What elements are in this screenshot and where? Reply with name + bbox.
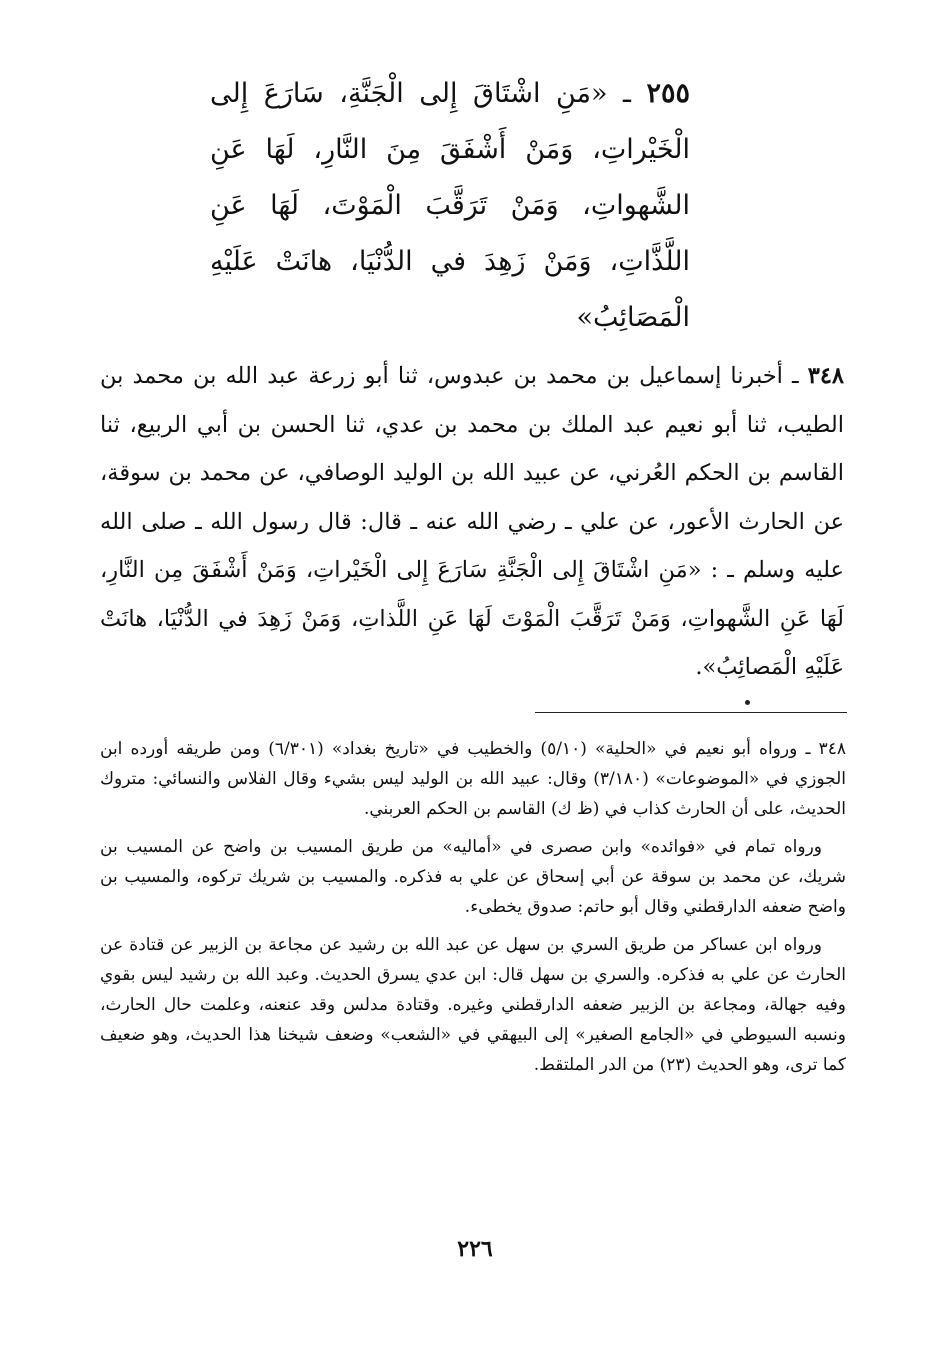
footnote-paragraph: ٣٤٨ ـ ورواه أبو نعيم في «الحلية» (٥/١٠) والخطيب في «تاريخ بغداد» (٦/٣٠١) ومن طريقه أورده ابن الجوزي في «الموضوعات» (٣/١٨٠) وقال: عبيد الله بن الوليد ليس بشيء وقال الفلاس والنسائي: متروك الحديث، على أن الحارث كذاب في (ظ ك) القاسم بن الحكم العربني. [100, 739, 846, 819]
hadith-number: ٢٥٥ [646, 78, 690, 109]
footnote-divider [535, 712, 847, 713]
isnad-number: ٣٤٨ [807, 363, 844, 389]
footnote-paragraph: ورواه ابن عساكر من طريق السري بن سهل عن عبد الله بن رشيد عن مجاعة بن الزبير عن قتادة عن الحارث عن علي به فذكره. والسري بن سهل قال: ابن عدي يسرق الحديث. وعبد الله بن رشيد ليس بقوي وفيه جهالة، ومجاعة بن الزبير ضعفه الدارقطني وغيره. وقتادة مدلس وقد عنعنه، وعلمت حال الحارث، ونسبه السيوطي في «الجامع الصغير» إلى البيهقي في «الشعب» وضعف شيخنا هذا الحديث، وهو ضعيف كما ترى، وهو الحديث (٢٣) من الدر الملتقط. [100, 935, 846, 1075]
hadith-separator: ـ [607, 78, 647, 109]
hadith-text: «مَنِ اشْتَاقَ إِلى الْجَنَّةِ، سَارَعَ إِلى الْخَيْراتِ، وَمَنْ أَشْفَقَ مِنَ النَّارِ، لَهَا عَنِ الشَّهواتِ، وَمَنْ تَرَقَّبَ الْمَوْتَ، لَهَا عَنِ اللَّذَّاتِ، وَمَنْ زَهِدَ في الدُّنْيَا، هانَتْ عَلَيْهِ الْمَصَائِبُ» [210, 78, 690, 333]
hadith-text-block [210, 66, 690, 346]
isnad-text: أخبرنا إسماعيل بن محمد بن عبدوس، ثنا أبو زرعة عبد الله بن محمد بن الطيب، ثنا أبو نعيم عبد الملك بن محمد بن عدي، ثنا الحسن بن أبي الربيع، ثنا القاسم بن الحكم العُرني، عن عبيد الله بن الوليد الوصافي، عن محمد بن سوقة، عن الحارث الأعور، عن علي ـ رضي الله عنه ـ قال: قال رسول الله ـ صلى الله عليه وسلم ـ : «مَنِ اشْتَاقَ إِلى الْجَنَّةِ سَارَعَ إِلى الْخَيْراتِ، وَمَنْ أَشْفَقَ مِن النَّارِ، لَهَا عَنِ الشَّهواتِ، وَمَنْ تَرَقَّبَ الْمَوْتَ لَهَا عَنِ اللَّذاتِ، وَمَنْ زَهِدَ في الدُّنْيَا، هانَتْ عَلَيْهِ الْمَصائِبُ». [100, 363, 844, 680]
isnad-separator: ـ [782, 363, 808, 389]
footnote-paragraph: ورواه تمام في «فوائده» وابن صصرى في «أماليه» من طريق المسيب بن واضح عن المسيب بن شريك، عن محمد بن سوقة عن أبي إسحاق عن علي به فذكره. والمسيب بن شريك تركوه، والمسيب بن واضح ضعفه الدارقطني وقال أبو حاتم: صدوق يخطىء. [100, 837, 846, 917]
isnad-paragraph [100, 352, 844, 692]
footnote-dot [745, 700, 750, 705]
footnotes-section [100, 734, 846, 1088]
page-number: ٢٢٦ [457, 1236, 493, 1262]
